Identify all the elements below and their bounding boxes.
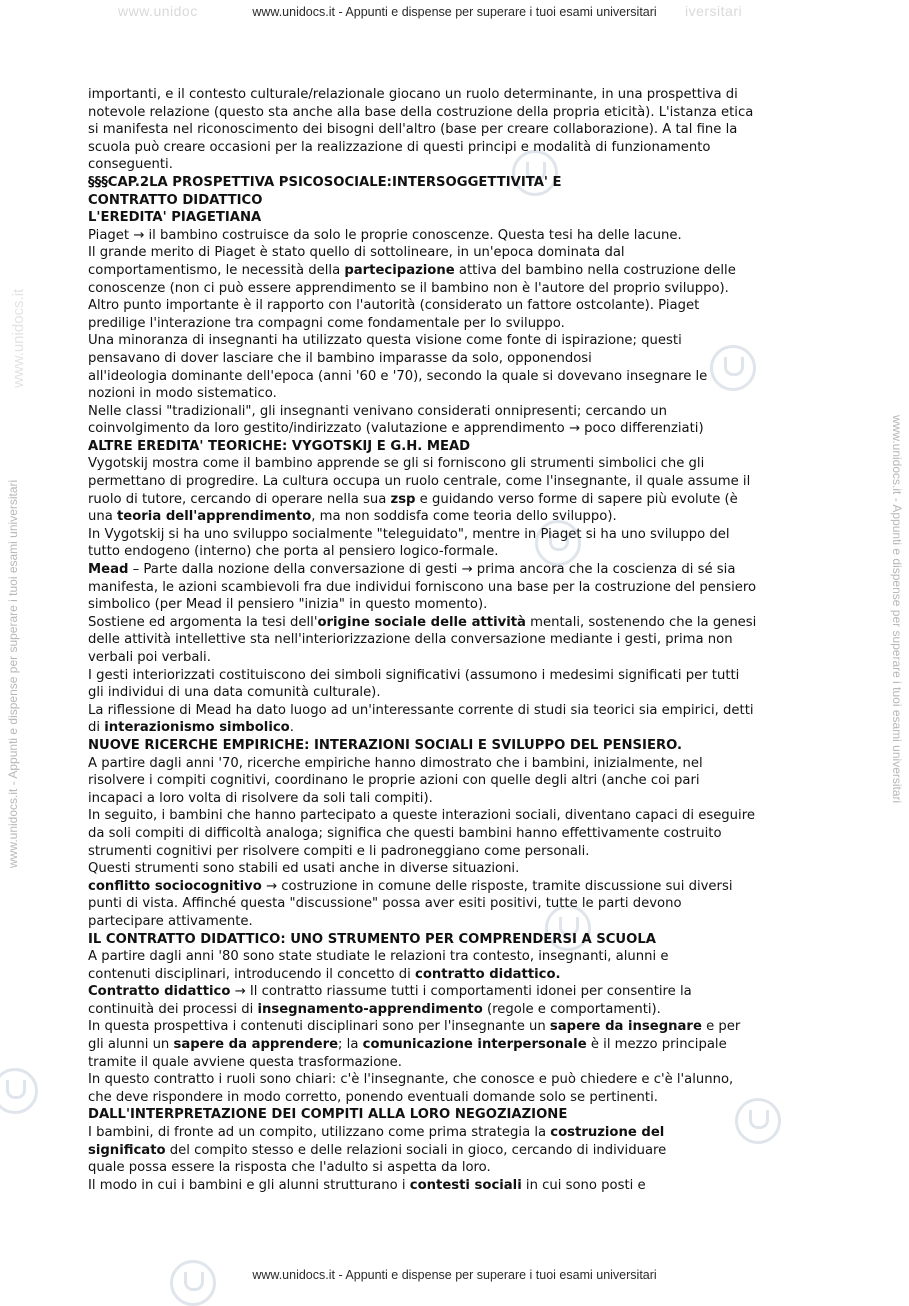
line-text: Il grande merito di Piaget è stato quello di sottolineare, in un'epoca dominata dal — [88, 245, 625, 261]
line-text: → costruzione in comune delle risposte, tramite discussione sui diversi — [261, 878, 733, 894]
text-line — [88, 244, 828, 262]
line-text: e per — [701, 1019, 741, 1035]
bold-text: ALTRE EREDITA' TEORICHE: VYGOTSKIJ E G.H. MEAD — [88, 438, 471, 454]
line-text: (regole e comportamenti). — [482, 1001, 661, 1017]
text-line — [88, 1071, 828, 1089]
line-text: scuola può creare occasioni per la realizzazione di questi principi e modalità di funzionamento — [88, 139, 711, 155]
text-line — [88, 807, 828, 825]
text-line — [88, 1054, 828, 1072]
line-text: attiva del bambino nella costruzione delle — [454, 262, 736, 278]
line-text: → Il contratto riassume tutti i comportamenti idonei per consentire la — [230, 984, 692, 1000]
text-line — [88, 438, 828, 456]
text-line — [88, 156, 828, 174]
text-line — [88, 825, 828, 843]
text-line — [88, 491, 828, 509]
line-text: è il mezzo principale — [586, 1037, 727, 1053]
line-text: gli alunni un — [88, 1037, 174, 1053]
text-line — [88, 966, 828, 984]
header-ghost-right: iversitari — [685, 3, 743, 19]
bold-text: L'EREDITA' PIAGETIANA — [88, 210, 262, 226]
text-line — [88, 315, 828, 333]
line-text: – Parte dalla nozione della conversazione di gesti → prima ancora che la coscienza di sé sia — [128, 562, 736, 578]
side-watermark-left: www.unidocs.it - Appunti e dispense per superare i tuoi esami universitari — [6, 479, 20, 868]
line-text: coinvolgimento da loro gestito/indirizzato (valutazione e apprendimento → poco differenziati) — [88, 421, 704, 437]
text-line — [88, 931, 828, 949]
footer-text: www.unidocs.it - Appunti e dispense per superare i tuoi esami universitari — [252, 1268, 657, 1282]
text-line — [88, 332, 828, 350]
text-line — [88, 227, 828, 245]
line-text: , ma non soddisfa come teoria dello sviluppo). — [311, 509, 617, 525]
line-text: nozioni in modo sistematico. — [88, 386, 277, 402]
bold-text: NUOVE RICERCHE EMPIRICHE: INTERAZIONI SOCIALI E SVILUPPO DEL PENSIERO. — [88, 737, 683, 753]
line-text: strumenti cognitivi per risolvere compiti e li padroneggiano come personali. — [88, 843, 590, 859]
text-line — [88, 473, 828, 491]
watermark-logo-icon — [0, 1068, 38, 1114]
line-text: una — [88, 509, 117, 525]
line-text: conseguenti. — [88, 157, 173, 173]
side-watermark-left-faint: www.unidocs.it — [10, 288, 27, 388]
text-line — [88, 579, 828, 597]
line-text: continuità dei processi di — [88, 1001, 258, 1017]
text-line — [88, 790, 828, 808]
text-line — [88, 667, 828, 685]
line-text: I gesti interiorizzati costituiscono dei simboli significativi (assumono i medesimi significati per tutti — [88, 667, 740, 683]
line-text: che deve rispondere in modo corretto, ponendo eventuali domande solo se pertinenti. — [88, 1089, 658, 1105]
line-text: si manifesta nel riconoscimento dei bisogni dell'altro (base per creare collaborazione). A tal fine la — [88, 122, 738, 138]
text-line — [88, 1159, 828, 1177]
text-line — [88, 1018, 828, 1036]
line-text: In Vygotskij si ha uno sviluppo socialmente "teleguidato", mentre in Piaget si ha uno sviluppo del — [88, 526, 730, 542]
line-text: A partire dagli anni '80 sono state studiate le relazioni tra contesto, insegnanti, alunni e — [88, 949, 669, 965]
bold-text: partecipazione — [344, 262, 455, 278]
text-line — [88, 1142, 828, 1160]
text-line — [88, 526, 828, 544]
document-body — [88, 86, 828, 1194]
line-text: ruolo di tutore, cercando di operare nella sua — [88, 491, 391, 507]
bold-text: zsp — [390, 491, 416, 507]
text-line — [88, 860, 828, 878]
line-text: da soli compiti di difficoltà analoga; significa che questi bambini hanno effettivamente costruito — [88, 825, 722, 841]
text-line — [88, 543, 828, 561]
text-line — [88, 508, 828, 526]
line-text: La riflessione di Mead ha dato luogo ad un'interessante corrente di studi sia teorici sia empirici, detti — [88, 702, 754, 718]
bold-text: conflitto sociocognitivo — [88, 878, 262, 894]
text-line — [88, 843, 828, 861]
line-text: Vygotskij mostra come il bambino apprende se gli si forniscono gli strumenti simbolici che gli — [88, 456, 705, 472]
line-text: In questo contratto i ruoli sono chiari: c'è l'insegnante, che conosce e può chiedere e c'è l'alunno, — [88, 1072, 734, 1088]
line-text: notevole relazione (questo sta anche alla base della costruzione della propria eticità). L'istanza etica — [88, 104, 754, 120]
line-text: di — [88, 720, 105, 736]
line-text: partecipare attivamente. — [88, 913, 253, 929]
bold-text: insegnamento-apprendimento — [257, 1001, 483, 1017]
line-text: predilige l'interazione tra compagni come fondamentale per lo sviluppo. — [88, 315, 565, 331]
bold-text: origine sociale delle attività — [317, 614, 526, 630]
text-line — [88, 86, 828, 104]
line-text: In seguito, i bambini che hanno partecipato a queste interazioni sociali, diventano capaci di eseguire — [88, 808, 755, 824]
bold-text: sapere da insegnare — [549, 1019, 702, 1035]
header-text: www.unidocs.it - Appunti e dispense per superare i tuoi esami universitari — [252, 5, 657, 19]
text-line — [88, 280, 828, 298]
bold-text: Contratto didattico — [88, 984, 231, 1000]
line-text: tramite il quale avviene questa trasformazione. — [88, 1054, 402, 1070]
text-line — [88, 420, 828, 438]
text-line — [88, 948, 828, 966]
text-line — [88, 895, 828, 913]
text-line — [88, 913, 828, 931]
line-text: all'ideologia dominante dell'epoca (anni '60 e '70), secondo la quale si dovevano insegnare le — [88, 368, 708, 384]
bold-text: comunicazione interpersonale — [362, 1037, 587, 1053]
line-text: gli individui di una data comunità culturale). — [88, 685, 381, 701]
watermark-logo-icon — [170, 1260, 216, 1306]
text-line — [88, 649, 828, 667]
text-line — [88, 104, 828, 122]
bold-text: contratto didattico. — [415, 966, 561, 982]
text-line — [88, 614, 828, 632]
text-line — [88, 1001, 828, 1019]
side-watermark-right: www.unidocs.it - Appunti e dispense per superare i tuoi esami universitari — [890, 415, 904, 804]
text-line — [88, 702, 828, 720]
bold-text: contesti sociali — [409, 1177, 522, 1193]
line-text: risolvere i compiti cognitivi, coordinano le proprie azioni con quelle degli altri (anche coi pari — [88, 773, 700, 789]
text-line — [88, 1089, 828, 1107]
line-text: verbali poi verbali. — [88, 650, 211, 665]
text-line — [88, 174, 828, 192]
text-line — [88, 1106, 828, 1124]
bold-text: DALL'INTERPRETAZIONE DEI COMPITI ALLA LORO NEGOZIAZIONE — [88, 1107, 568, 1123]
line-text: manifesta, le azioni scambievoli fra due individui forniscono una base per la costruzione del pensiero — [88, 579, 757, 595]
text-line — [88, 1036, 828, 1054]
line-text: . — [289, 720, 294, 736]
bold-text: sapere da apprendere — [173, 1037, 339, 1053]
line-text: e guidando verso forme di sapere più evolute (è — [415, 491, 738, 507]
line-text: Questi strumenti sono stabili ed usati anche in diverse situazioni. — [88, 861, 520, 877]
line-text: Piaget → il bambino costruisce da solo le proprie conoscenze. Questa tesi ha delle lacune. — [88, 227, 682, 243]
bold-text: costruzione del — [550, 1125, 665, 1141]
line-text: delle attività intellettive sta nell'interiorizzazione della conversazione mediante i gesti, prima non — [88, 632, 733, 648]
bold-text: teoria dell'apprendimento — [117, 509, 312, 525]
line-text: Altro punto importante è il rapporto con l'autorità (considerato un fattore ostcolante). Piaget — [88, 298, 700, 314]
bold-text: Mead — [88, 562, 129, 578]
text-line — [88, 983, 828, 1001]
text-line — [88, 455, 828, 473]
text-line — [88, 385, 828, 403]
text-line — [88, 297, 828, 315]
text-line — [88, 403, 828, 421]
line-text: tutto endogeno (interno) che porta al pensiero logico-formale. — [88, 544, 499, 560]
line-text: Nelle classi "tradizionali", gli insegnanti venivano considerati onnipresenti; cercando un — [88, 403, 668, 419]
text-line — [88, 139, 828, 157]
text-line — [88, 1177, 828, 1195]
bold-text: §§§CAP.2LA PROSPETTIVA PSICOSOCIALE:INTERSOGGETTIVITA' E — [88, 174, 562, 190]
line-text: comportamentismo, le necessità della — [88, 262, 345, 278]
line-text: A partire dagli anni '70, ricerche empiriche hanno dimostrato che i bambini, inizialmente, nel — [88, 755, 703, 771]
line-text: contenuti disciplinari, introducendo il concetto di — [88, 966, 415, 982]
line-text: incapaci a loro volta di risolvere da soli tali compiti). — [88, 790, 433, 806]
line-text: In questa prospettiva i contenuti disciplinari sono per l'insegnante un — [88, 1019, 550, 1035]
line-text: conoscenze (non ci può essere apprendimento se il bambino non è l'autore del proprio sviluppo). — [88, 280, 729, 296]
text-line — [88, 350, 828, 368]
text-line — [88, 596, 828, 614]
line-text: simbolico (per Mead il pensiero "inizia" in questo momento). — [88, 597, 488, 613]
text-line — [88, 561, 828, 579]
text-line — [88, 878, 828, 896]
line-text: punti di vista. Affinché questa "discussione" possa aver esiti positivi, tutte le parti devono — [88, 896, 682, 912]
line-text: Il modo in cui i bambini e gli alunni strutturano i — [88, 1177, 410, 1193]
bold-text: CONTRATTO DIDATTICO — [88, 192, 263, 208]
bold-text: IL CONTRATTO DIDATTICO: UNO STRUMENTO PER COMPRENDERSI A SCUOLA — [88, 931, 656, 947]
line-text: Sostiene ed argomenta la tesi dell' — [88, 614, 318, 630]
text-line — [88, 719, 828, 737]
text-line — [88, 684, 828, 702]
text-line — [88, 755, 828, 773]
text-line — [88, 262, 828, 280]
text-line — [88, 368, 828, 386]
page-footer — [0, 1268, 909, 1282]
line-text: del compito stesso e delle relazioni sociali in gioco, cercando di individuare — [165, 1142, 667, 1158]
bold-text: interazionismo simbolico — [104, 720, 290, 736]
line-text: in cui sono posti e — [521, 1177, 646, 1193]
line-text: ; la — [338, 1037, 363, 1053]
line-text: quale possa essere la risposta che l'adulto si aspetta da loro. — [88, 1160, 491, 1176]
text-line — [88, 631, 828, 649]
line-text: Una minoranza di insegnanti ha utilizzato questa visione come fonte di ispirazione; questi — [88, 333, 682, 349]
text-line — [88, 192, 828, 210]
line-text: mentali, sostenendo che la genesi — [525, 614, 757, 630]
text-line — [88, 737, 828, 755]
text-line — [88, 772, 828, 790]
bold-text: significato — [88, 1142, 166, 1158]
text-line — [88, 121, 828, 139]
text-line — [88, 1124, 828, 1142]
line-text: importanti, e il contesto culturale/relazionale giocano un ruolo determinante, in una prospettiva di — [88, 87, 738, 102]
header-ghost-left: www.unidoc — [118, 3, 198, 19]
line-text: permettano di progredire. La cultura occupa un ruolo centrale, come l'insegnante, il quale assume il — [88, 474, 751, 490]
line-text: I bambini, di fronte ad un compito, utilizzano come prima strategia la — [88, 1125, 551, 1141]
line-text: pensavano di dover lasciare che il bambino imparasse da solo, opponendosi — [88, 350, 592, 366]
page-header — [0, 5, 909, 19]
text-line — [88, 209, 828, 227]
